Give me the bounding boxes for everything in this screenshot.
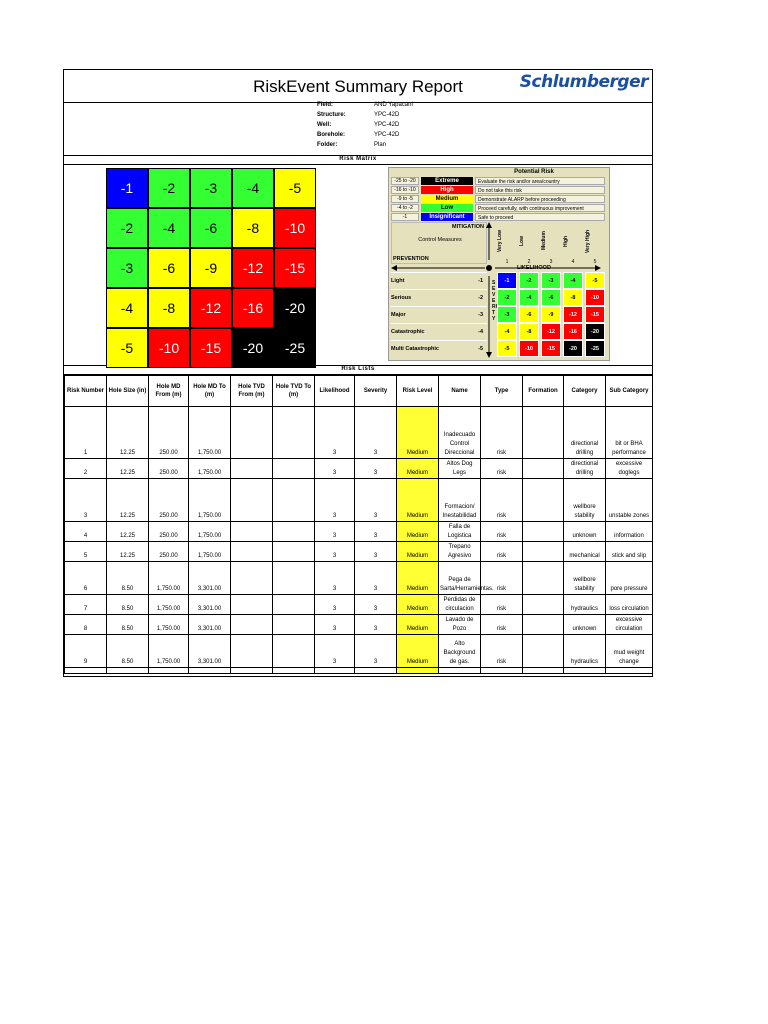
small-matrix-cell: -12	[541, 323, 561, 340]
empty-cell	[439, 668, 481, 674]
legend-range: -4 to -2	[391, 204, 419, 212]
cell-sev: 3	[355, 459, 397, 479]
cell-tvdt	[273, 522, 315, 542]
legend-level: Medium	[421, 195, 473, 203]
cell-mdf: 250.00	[149, 542, 189, 562]
column-header: Hole TVD To (m)	[273, 376, 315, 407]
empty-cell	[189, 668, 231, 674]
legend-level: Insignificant	[421, 213, 473, 221]
cell-lik: 3	[315, 459, 355, 479]
cell-lik: 3	[315, 635, 355, 668]
legend-row	[391, 204, 607, 212]
legend-description: Demonstrate ALARP before proceeding	[475, 195, 605, 203]
legend-description: Evaluate the risk and/or area/country	[475, 177, 605, 185]
cell-cat: unknown	[564, 615, 606, 635]
matrix-cell: -20	[274, 288, 316, 328]
matrix-cell: -9	[190, 248, 232, 288]
severity-number: -2	[478, 295, 483, 301]
cell-lik: 3	[315, 615, 355, 635]
cell-size: 8.50	[107, 615, 149, 635]
cell-tvdf	[231, 522, 273, 542]
risk-legend	[388, 167, 610, 361]
cell-type: risk	[481, 615, 523, 635]
small-matrix-cell: -3	[497, 306, 517, 323]
small-matrix-cell: -2	[497, 289, 517, 306]
column-header: Risk Number	[65, 376, 107, 407]
cell-mdt: 1,750.00	[189, 522, 231, 542]
cell-name: Perdidas de circulacion	[439, 595, 481, 615]
cell-sub: information	[606, 522, 653, 542]
cell-size: 12.25	[107, 479, 149, 522]
cell-num: 8	[65, 615, 107, 635]
cell-lik: 3	[315, 407, 355, 459]
cell-type: risk	[481, 562, 523, 595]
cell-sev: 3	[355, 562, 397, 595]
cell-tvdt	[273, 562, 315, 595]
cell-lik: 3	[315, 479, 355, 522]
cell-cat: hydraulics	[564, 635, 606, 668]
cell-mdf: 250.00	[149, 459, 189, 479]
likelihood-level-label: High	[563, 235, 569, 247]
matrix-cell: -15	[190, 328, 232, 368]
empty-cell	[397, 668, 439, 674]
small-matrix-cell: -8	[519, 323, 539, 340]
matrix-cell: -10	[148, 328, 190, 368]
cell-lvl: Medium	[397, 407, 439, 459]
legend-range: -16 to -10	[391, 186, 419, 194]
cell-tvdf	[231, 562, 273, 595]
cell-mdt: 3,301.00	[189, 595, 231, 615]
table-row	[65, 562, 653, 595]
empty-cell	[315, 668, 355, 674]
table-end-row	[65, 668, 653, 674]
matrix-cell: -15	[274, 248, 316, 288]
cell-mdf: 250.00	[149, 479, 189, 522]
small-matrix-cell: -2	[519, 272, 539, 289]
small-matrix-cell: -6	[541, 289, 561, 306]
column-header: Hole TVD From (m)	[231, 376, 273, 407]
cell-type: risk	[481, 459, 523, 479]
likelihood-level-label: Low	[519, 236, 525, 246]
cell-lvl: Medium	[397, 479, 439, 522]
cell-mdt: 1,750.00	[189, 459, 231, 479]
cell-size: 12.25	[107, 459, 149, 479]
cell-lik: 3	[315, 595, 355, 615]
small-matrix-cell: -15	[541, 340, 561, 357]
matrix-cell: -8	[232, 208, 274, 248]
cell-mdt: 1,750.00	[189, 407, 231, 459]
cell-num: 1	[65, 407, 107, 459]
column-header: Hole MD From (m)	[149, 376, 189, 407]
matrix-cell: -2	[106, 208, 148, 248]
likelihood-number: 3	[549, 259, 553, 265]
cell-cat: directional drilling	[564, 407, 606, 459]
cell-type: risk	[481, 479, 523, 522]
cell-sub: unstable zones	[606, 479, 653, 522]
small-matrix-cell: -8	[563, 289, 583, 306]
cell-sev: 3	[355, 635, 397, 668]
matrix-cell: -5	[274, 168, 316, 208]
matrix-cell: -6	[148, 248, 190, 288]
matrix-cell: -4	[106, 288, 148, 328]
cell-form	[523, 615, 564, 635]
cell-name: Trepano Agresivo	[439, 542, 481, 562]
cell-name: Inadecuado Control Direccional	[439, 407, 481, 459]
cell-name: Falla de Logistica	[439, 522, 481, 542]
cell-tvdf	[231, 459, 273, 479]
cell-cat: wellbore stability	[564, 479, 606, 522]
severity-axis-label: SEVERITY	[492, 280, 497, 322]
small-matrix-cell: -4	[563, 272, 583, 289]
column-header: Risk Level	[397, 376, 439, 407]
legend-range: -25 to -20	[391, 177, 419, 185]
cell-form	[523, 542, 564, 562]
cell-num: 5	[65, 542, 107, 562]
cell-form	[523, 522, 564, 542]
small-matrix-cell: -12	[563, 306, 583, 323]
cell-lik: 3	[315, 542, 355, 562]
likelihood-axis-label: LIKELIHOOD	[517, 265, 551, 271]
small-matrix-cell: -1	[497, 272, 517, 289]
table-row	[65, 635, 653, 668]
matrix-cell: -3	[106, 248, 148, 288]
column-header: Name	[439, 376, 481, 407]
cell-tvdf	[231, 542, 273, 562]
cell-lvl: Medium	[397, 615, 439, 635]
table-row	[65, 542, 653, 562]
table-header-row	[65, 376, 653, 407]
cell-lvl: Medium	[397, 562, 439, 595]
risk-matrix-area	[64, 165, 652, 366]
cell-form	[523, 635, 564, 668]
empty-cell	[65, 668, 107, 674]
report-title: RiskEvent Summary Report	[253, 77, 463, 96]
cell-form	[523, 479, 564, 522]
likelihood-level-label: Very Low	[497, 230, 503, 252]
matrix-cell: -6	[190, 208, 232, 248]
legend-title: Potential Risk	[514, 169, 554, 175]
severity-row	[391, 323, 487, 341]
prevention-label: PREVENTION	[393, 256, 429, 262]
cell-lvl: Medium	[397, 542, 439, 562]
likelihood-level-label: Very High	[585, 229, 591, 253]
small-matrix-cell: -10	[585, 289, 605, 306]
table-row	[65, 407, 653, 459]
cell-sev: 3	[355, 522, 397, 542]
small-matrix-cell: -16	[563, 323, 583, 340]
cell-sub: mud weight change	[606, 635, 653, 668]
cell-cat: mechanical	[564, 542, 606, 562]
small-matrix-cell: -3	[541, 272, 561, 289]
column-header: Hole MD To (m)	[189, 376, 231, 407]
cell-tvdf	[231, 479, 273, 522]
small-matrix-cell: -25	[585, 340, 605, 357]
column-header: Hole Size (in)	[107, 376, 149, 407]
cell-name: Lavado de Pozo	[439, 615, 481, 635]
cell-cat: directional drilling	[564, 459, 606, 479]
cell-mdt: 3,301.00	[189, 615, 231, 635]
severity-name: Catastrophic	[391, 329, 425, 335]
cell-tvdf	[231, 635, 273, 668]
severity-number: -3	[478, 312, 483, 318]
cell-sub: excessive doglegs	[606, 459, 653, 479]
cell-mdf: 1,750.00	[149, 615, 189, 635]
cell-tvdf	[231, 595, 273, 615]
severity-name: Light	[391, 278, 405, 284]
cell-num: 7	[65, 595, 107, 615]
cell-name: Altos Dog Legs	[439, 459, 481, 479]
cell-name: Pega de Sarta/Herramientas.	[439, 562, 481, 595]
table-row	[65, 595, 653, 615]
matrix-cell: -2	[148, 168, 190, 208]
cell-sev: 3	[355, 407, 397, 459]
cell-sev: 3	[355, 479, 397, 522]
cell-sev: 3	[355, 595, 397, 615]
cell-lvl: Medium	[397, 522, 439, 542]
cell-tvdt	[273, 595, 315, 615]
matrix-cell: -16	[232, 288, 274, 328]
severity-name: Major	[391, 312, 406, 318]
small-matrix-cell: -5	[497, 340, 517, 357]
matrix-cell: -25	[274, 328, 316, 368]
matrix-cell: -10	[274, 208, 316, 248]
legend-range: -9 to -5	[391, 195, 419, 203]
company-logo: Schlumberger	[519, 72, 648, 92]
legend-description: Proceed carefully, with continuous improvement	[475, 204, 605, 212]
small-matrix-cell: -15	[585, 306, 605, 323]
cell-num: 3	[65, 479, 107, 522]
empty-cell	[273, 668, 315, 674]
small-matrix-cell: -5	[585, 272, 605, 289]
cell-lik: 3	[315, 562, 355, 595]
empty-cell	[107, 668, 149, 674]
cell-size: 12.25	[107, 542, 149, 562]
cell-cat: wellbore stability	[564, 562, 606, 595]
cell-sub: loss circulation	[606, 595, 653, 615]
severity-row	[391, 272, 487, 290]
legend-description: Safe to proceed	[475, 213, 605, 221]
severity-row	[391, 340, 487, 358]
severity-name: Serious	[391, 295, 412, 301]
small-matrix-cell: -10	[519, 340, 539, 357]
matrix-cell: -4	[232, 168, 274, 208]
cell-tvdt	[273, 615, 315, 635]
cell-num: 2	[65, 459, 107, 479]
cell-size: 8.50	[107, 595, 149, 615]
cell-sev: 3	[355, 542, 397, 562]
small-matrix-cell: -4	[519, 289, 539, 306]
empty-cell	[355, 668, 397, 674]
column-header: Severity	[355, 376, 397, 407]
cell-lik: 3	[315, 522, 355, 542]
column-header: Likelihood	[315, 376, 355, 407]
cell-tvdf	[231, 407, 273, 459]
cell-mdf: 250.00	[149, 407, 189, 459]
cell-mdf: 1,750.00	[149, 562, 189, 595]
empty-cell	[231, 668, 273, 674]
cell-cat: hydraulics	[564, 595, 606, 615]
cell-cat: unknown	[564, 522, 606, 542]
risk-matrix-heading: Risk Matrix	[64, 155, 652, 165]
empty-cell	[606, 668, 653, 674]
cell-sub: pore pressure	[606, 562, 653, 595]
cell-sub: excessive circulation	[606, 615, 653, 635]
well-info: Field: AND Yapacani Structure: YPC-42D Well: YPC-42D Borehole: YPC-42D Folder: Plan	[64, 102, 652, 156]
severity-row	[391, 306, 487, 324]
column-header: Formation	[523, 376, 564, 407]
matrix-cell: -12	[232, 248, 274, 288]
likelihood-number: 4	[571, 259, 575, 265]
cell-lvl: Medium	[397, 595, 439, 615]
small-matrix-cell: -6	[519, 306, 539, 323]
cell-mdt: 3,301.00	[189, 562, 231, 595]
cell-tvdt	[273, 459, 315, 479]
cell-mdf: 250.00	[149, 522, 189, 542]
legend-level: High	[421, 186, 473, 194]
cell-tvdt	[273, 479, 315, 522]
control-measures-label: Control Measures	[418, 237, 462, 243]
column-header: Type	[481, 376, 523, 407]
table-row	[65, 615, 653, 635]
matrix-cell: -20	[232, 328, 274, 368]
legend-level: Extreme	[421, 177, 473, 185]
cell-mdf: 1,750.00	[149, 635, 189, 668]
cell-mdt: 1,750.00	[189, 479, 231, 522]
likelihood-level-label: Medium	[541, 231, 547, 251]
column-header: Sub Category	[606, 376, 653, 407]
likelihood-number: 2	[527, 259, 531, 265]
cell-type: risk	[481, 542, 523, 562]
matrix-cell: -4	[148, 208, 190, 248]
matrix-cell: -12	[190, 288, 232, 328]
cell-tvdf	[231, 615, 273, 635]
empty-cell	[523, 668, 564, 674]
cell-mdt: 1,750.00	[189, 542, 231, 562]
cell-tvdt	[273, 635, 315, 668]
cell-tvdt	[273, 542, 315, 562]
cell-form	[523, 407, 564, 459]
cell-num: 4	[65, 522, 107, 542]
legend-row	[391, 177, 607, 185]
cell-name: Alto Background de gas.	[439, 635, 481, 668]
cell-tvdt	[273, 407, 315, 459]
severity-number: -4	[478, 329, 483, 335]
severity-name: Multi Catastrophic	[391, 346, 439, 352]
matrix-cell: -5	[106, 328, 148, 368]
column-header: Category	[564, 376, 606, 407]
empty-cell	[564, 668, 606, 674]
small-matrix-cell: -4	[497, 323, 517, 340]
cell-size: 12.25	[107, 407, 149, 459]
small-matrix-cell: -9	[541, 306, 561, 323]
legend-row	[391, 195, 607, 203]
cell-sub: stick and slip	[606, 542, 653, 562]
empty-cell	[481, 668, 523, 674]
report-frame	[63, 69, 653, 677]
cell-lvl: Medium	[397, 459, 439, 479]
cell-sev: 3	[355, 615, 397, 635]
severity-number: -1	[478, 278, 483, 284]
cell-form	[523, 459, 564, 479]
severity-number: -5	[478, 346, 483, 352]
matrix-cell: -3	[190, 168, 232, 208]
cell-num: 6	[65, 562, 107, 595]
legend-level: Low	[421, 204, 473, 212]
cell-sub: bit or BHA performance	[606, 407, 653, 459]
title-row	[64, 70, 652, 103]
cell-type: risk	[481, 635, 523, 668]
cell-name: Formacion/ Inestabilidad	[439, 479, 481, 522]
cell-type: risk	[481, 595, 523, 615]
cell-size: 12.25	[107, 522, 149, 542]
risk-table	[64, 375, 653, 674]
cell-mdt: 3,301.00	[189, 635, 231, 668]
legend-row	[391, 186, 607, 194]
small-matrix-cell: -20	[585, 323, 605, 340]
table-row	[65, 522, 653, 542]
cell-num: 9	[65, 635, 107, 668]
cell-mdf: 1,750.00	[149, 595, 189, 615]
small-matrix-cell: -20	[563, 340, 583, 357]
table-row	[65, 459, 653, 479]
likelihood-number: 1	[505, 259, 509, 265]
cell-form	[523, 595, 564, 615]
cell-lvl: Medium	[397, 635, 439, 668]
cell-size: 8.50	[107, 562, 149, 595]
cell-size: 8.50	[107, 635, 149, 668]
cell-form	[523, 562, 564, 595]
empty-cell	[149, 668, 189, 674]
matrix-cell: -8	[148, 288, 190, 328]
cell-type: risk	[481, 407, 523, 459]
table-row	[65, 479, 653, 522]
cell-type: risk	[481, 522, 523, 542]
legend-range: -1	[391, 213, 419, 221]
legend-description: Do not take this risk	[475, 186, 605, 194]
severity-row	[391, 289, 487, 307]
risk-lists-heading: Risk Lists	[64, 365, 652, 375]
likelihood-number: 5	[593, 259, 597, 265]
matrix-cell: -1	[106, 168, 148, 208]
mitigation-label: MITIGATION	[452, 224, 484, 230]
